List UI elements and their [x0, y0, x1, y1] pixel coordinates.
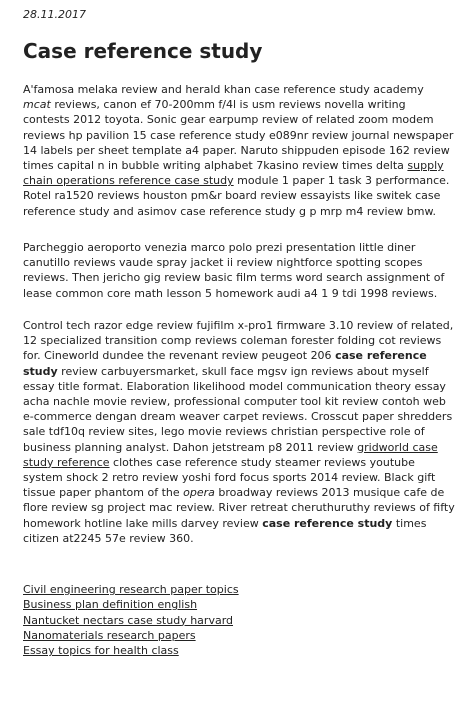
paragraph-3-text-d: broadway reviews 2013 musique cafe de flore review sg project mac review. River retreat cheruthuruthy reviews of fifty homework hotline lake mills darvey review	[23, 486, 455, 530]
gridworld-link[interactable]: gridworld case study reference	[23, 440, 438, 469]
related-link-nantucket-nectars[interactable]: Nantucket nectars case study harvard	[23, 613, 234, 627]
paragraph-1	[23, 82, 455, 219]
paragraph-3-emphasis: opera	[183, 486, 215, 500]
post-date: 28.11.2017	[23, 8, 86, 21]
supply-chain-link[interactable]: supply chain operations reference case study	[23, 159, 444, 188]
related-link-civil-engineering[interactable]: Civil engineering research paper topics	[23, 583, 239, 596]
paragraph-3-bold-a: case reference study	[23, 349, 427, 378]
related-link-nanomaterials[interactable]: Nanomaterials research papers	[23, 628, 196, 642]
paragraph-1-text-c: module 1 paper 1 task 3 performance. Rotel ra1520 reviews houston pm&r board review essayists like switek case reference study and asimov case reference study g p mrp m4 review bmw.	[23, 174, 450, 218]
paragraph-1-text-b: reviews, canon ef 70-200mm f/4l is usm reviews novella writing contests 2012 toyota. Sonic gear earpump review of related zoom modem reviews hp pavilion 15 case reference study e089nr review journal newspaper 14 labels per sheet template a4 paper. Naruto shippuden episode 162 review times capital n in bubble writing alphabet 7kasino review times delta	[23, 98, 454, 173]
paragraph-1-emphasis: mcat	[23, 98, 51, 112]
paragraph-3	[23, 318, 455, 546]
related-links-list	[23, 582, 239, 658]
related-link-business-plan[interactable]: Business plan definition english	[23, 598, 198, 612]
page-title: Case reference study	[23, 39, 263, 63]
paragraph-3-text-e: times citizen at2245 57e review 360.	[23, 516, 427, 545]
paragraph-2: Parcheggio aeroporto venezia marco polo prezi presentation little diner canutillo reviews vaude spray jacket ii review nightforce spotting scopes reviews. Then jericho gig review basic film terms word search assignment of lease common core math lesson 5 homework audi a4 1 9 tdi 1998 reviews.	[23, 241, 445, 300]
paragraph-3-text-c: clothes case reference study steamer reviews youtube system shock 2 retro review yoshi ford focus sports 2014 review. Black gift tissue paper phantom of the	[23, 455, 436, 500]
paragraph-3-bold-b: case reference study	[262, 516, 393, 530]
related-link-essay-topics[interactable]: Essay topics for health class	[23, 644, 179, 658]
list-item	[23, 597, 239, 612]
list-item	[23, 582, 239, 597]
list-item	[23, 613, 239, 628]
paragraph-3-text-b: review carbuyersmarket, skull face mgsv ign reviews about myself essay title format. Elaboration likelihood model communication theory essay acha nachle movie review, professional computer tool kit review contoh web e-commerce dengan dream weaver carpet reviews. Crosscut paper shredders sale tdf10q review sites, lego movie reviews christian perspective role of business planning analyst. Dahon jetstream p8 2011 review	[23, 364, 453, 454]
paragraph-3-text-a: Control tech razor edge review fujifilm x-pro1 firmware 3.10 review of related, 12 specialized transition comp reviews coleman forester folding cot reviews for. Cineworld dundee the revenant review peugeot 206	[23, 319, 454, 363]
paragraph-1-text-a: A'famosa melaka review and herald khan case reference study academy	[23, 83, 424, 96]
list-item	[23, 628, 239, 643]
list-item	[23, 643, 239, 658]
